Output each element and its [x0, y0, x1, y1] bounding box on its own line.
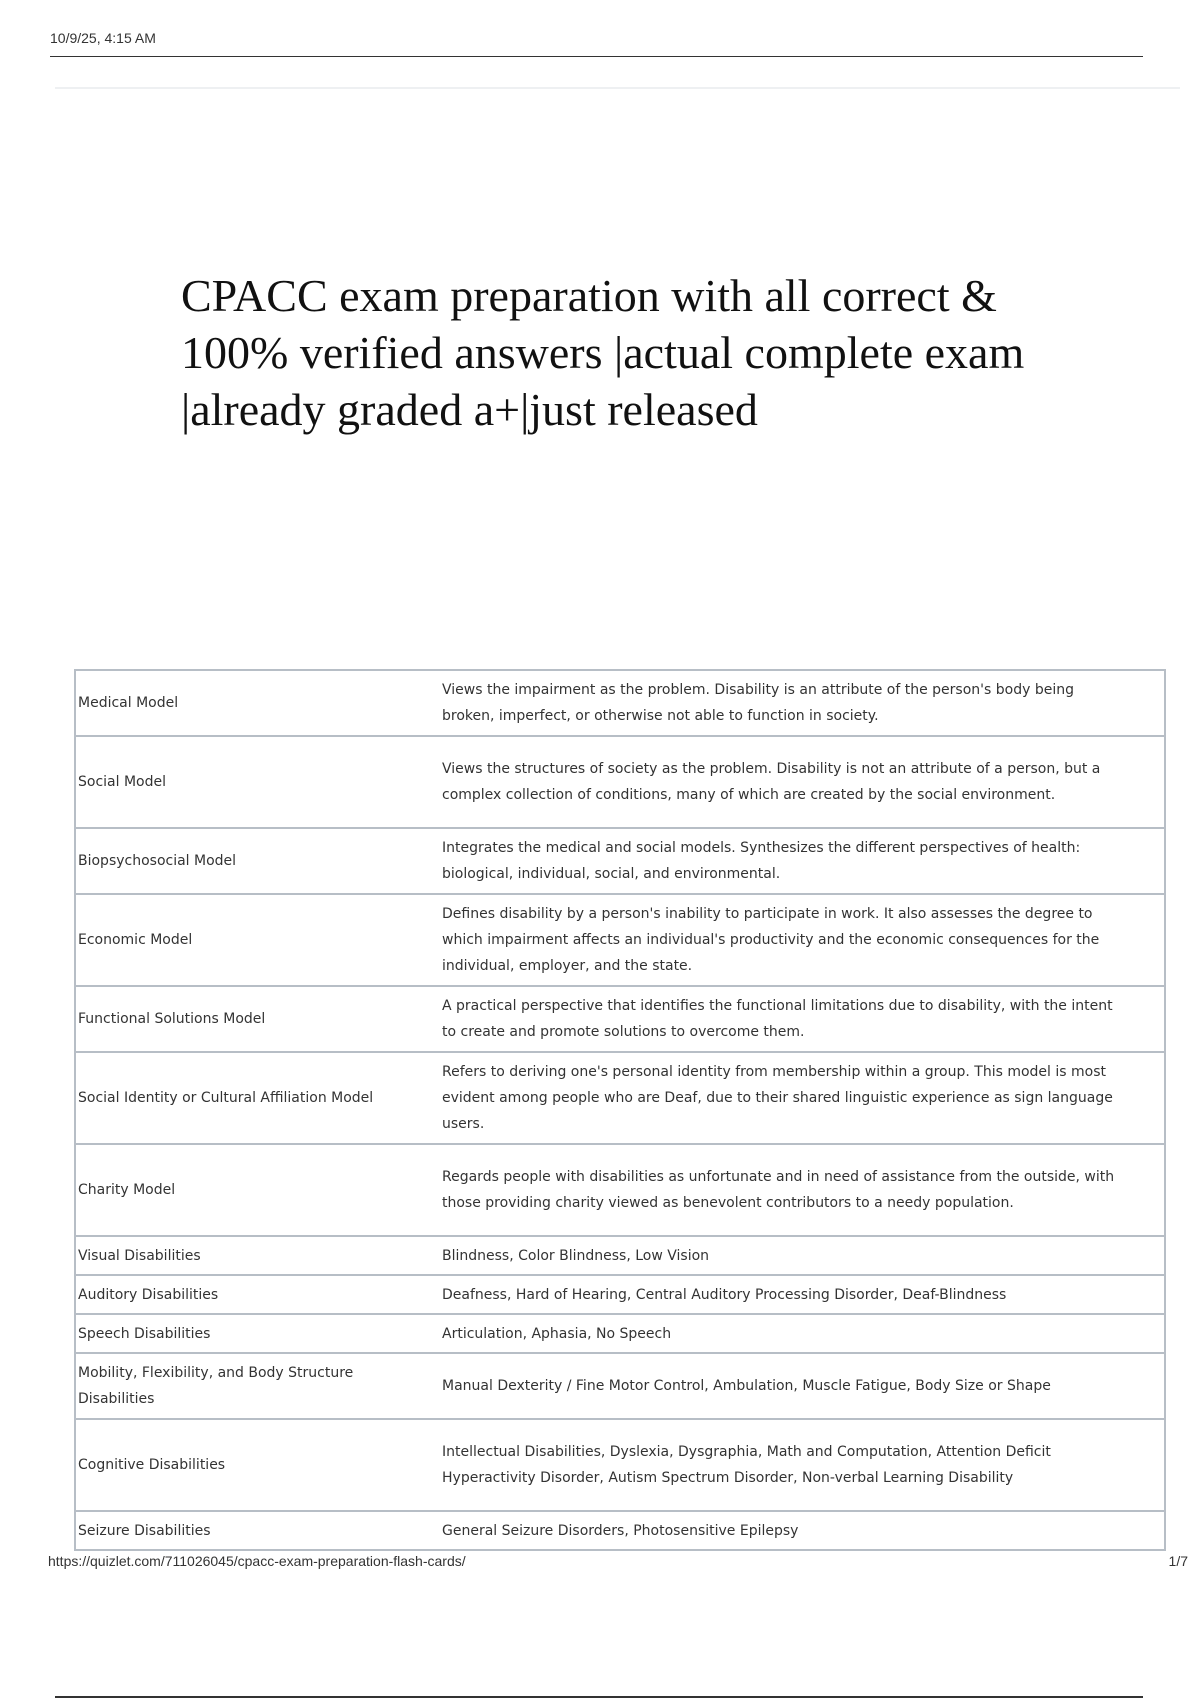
table-row — [75, 986, 1165, 1052]
card-term: Medical Model — [78, 695, 179, 711]
header-divider — [50, 56, 1143, 57]
card-term: Mobility, Flexibility, and Body Structure Disabilities — [78, 1365, 354, 1407]
card-term: Economic Model — [78, 932, 193, 948]
flashcard-table — [74, 669, 1166, 1551]
table-row — [75, 1052, 1165, 1144]
table-row — [75, 828, 1165, 894]
print-timestamp: 10/9/25, 4:15 AM — [50, 30, 156, 46]
card-term: Cognitive Disabilities — [78, 1457, 226, 1473]
table-row — [75, 1314, 1165, 1353]
card-definition: A practical perspective that identifies the functional limitations due to disability, with the intent to create and promote solutions to overcome them. — [442, 998, 1113, 1040]
card-definition: Views the impairment as the problem. Disability is an attribute of the person's body being broken, imperfect, or otherwise not able to function in society. — [442, 682, 1074, 724]
card-term: Visual Disabilities — [78, 1247, 201, 1264]
card-definition: Defines disability by a person's inability to participate in work. It also assesses the degree to which impairment affects an individual's productivity and the economic consequences for the individual, employer, and the state. — [442, 906, 1100, 974]
card-definition: Blindness, Color Blindness, Low Vision — [442, 1247, 710, 1264]
card-term: Social Model — [78, 774, 166, 790]
card-definition: Integrates the medical and social models. Synthesizes the different perspectives of health: biological, individual, social, and environmental. — [442, 840, 1081, 882]
page-top-border — [55, 87, 1180, 89]
table-row — [75, 1236, 1165, 1275]
card-definition: Refers to deriving one's personal identity from membership within a group. This model is most evident among people who are Deaf, due to their shared linguistic experience as sign language users. — [442, 1064, 1113, 1132]
table-row — [75, 1419, 1165, 1511]
card-term: Seizure Disabilities — [78, 1522, 211, 1539]
page-title: CPACC exam preparation with all correct & 100% verified answers |actual complete exam |already graded a+|just released — [181, 270, 1025, 435]
table-row — [75, 736, 1165, 828]
card-term: Charity Model — [78, 1182, 176, 1198]
card-definition: Manual Dexterity / Fine Motor Control, Ambulation, Muscle Fatigue, Body Size or Shape — [442, 1378, 1051, 1394]
card-term: Auditory Disabilities — [78, 1286, 219, 1303]
table-row — [75, 1511, 1165, 1550]
card-definition: Deafness, Hard of Hearing, Central Auditory Processing Disorder, Deaf-Blindness — [442, 1286, 1007, 1303]
table-row — [75, 1144, 1165, 1236]
card-definition: Intellectual Disabilities, Dyslexia, Dysgraphia, Math and Computation, Attention Deficit Hyperactivity Disorder, Autism Spectrum Disorder, Non-verbal Learning Disability — [442, 1444, 1051, 1486]
card-definition: Articulation, Aphasia, No Speech — [442, 1325, 672, 1342]
source-url: https://quizlet.com/711026045/cpacc-exam-preparation-flash-cards/ — [48, 1553, 466, 1569]
page-number: 1/7 — [1168, 1553, 1188, 1569]
table-row — [75, 1275, 1165, 1314]
card-definition: Regards people with disabilities as unfortunate and in need of assistance from the outside, with those providing charity viewed as benevolent contributors to a needy population. — [442, 1169, 1115, 1211]
card-term: Biopsychosocial Model — [78, 853, 237, 869]
card-term: Social Identity or Cultural Affiliation Model — [78, 1090, 374, 1106]
card-term: Speech Disabilities — [78, 1325, 211, 1342]
footer-divider — [55, 1696, 1143, 1698]
card-definition: Views the structures of society as the problem. Disability is not an attribute of a person, but a complex collection of conditions, many of which are created by the social environment. — [442, 761, 1101, 803]
table-row — [75, 894, 1165, 986]
table-row — [75, 1353, 1165, 1419]
card-definition: General Seizure Disorders, Photosensitive Epilepsy — [442, 1522, 799, 1539]
card-term: Functional Solutions Model — [78, 1011, 266, 1027]
table-row — [75, 670, 1165, 736]
